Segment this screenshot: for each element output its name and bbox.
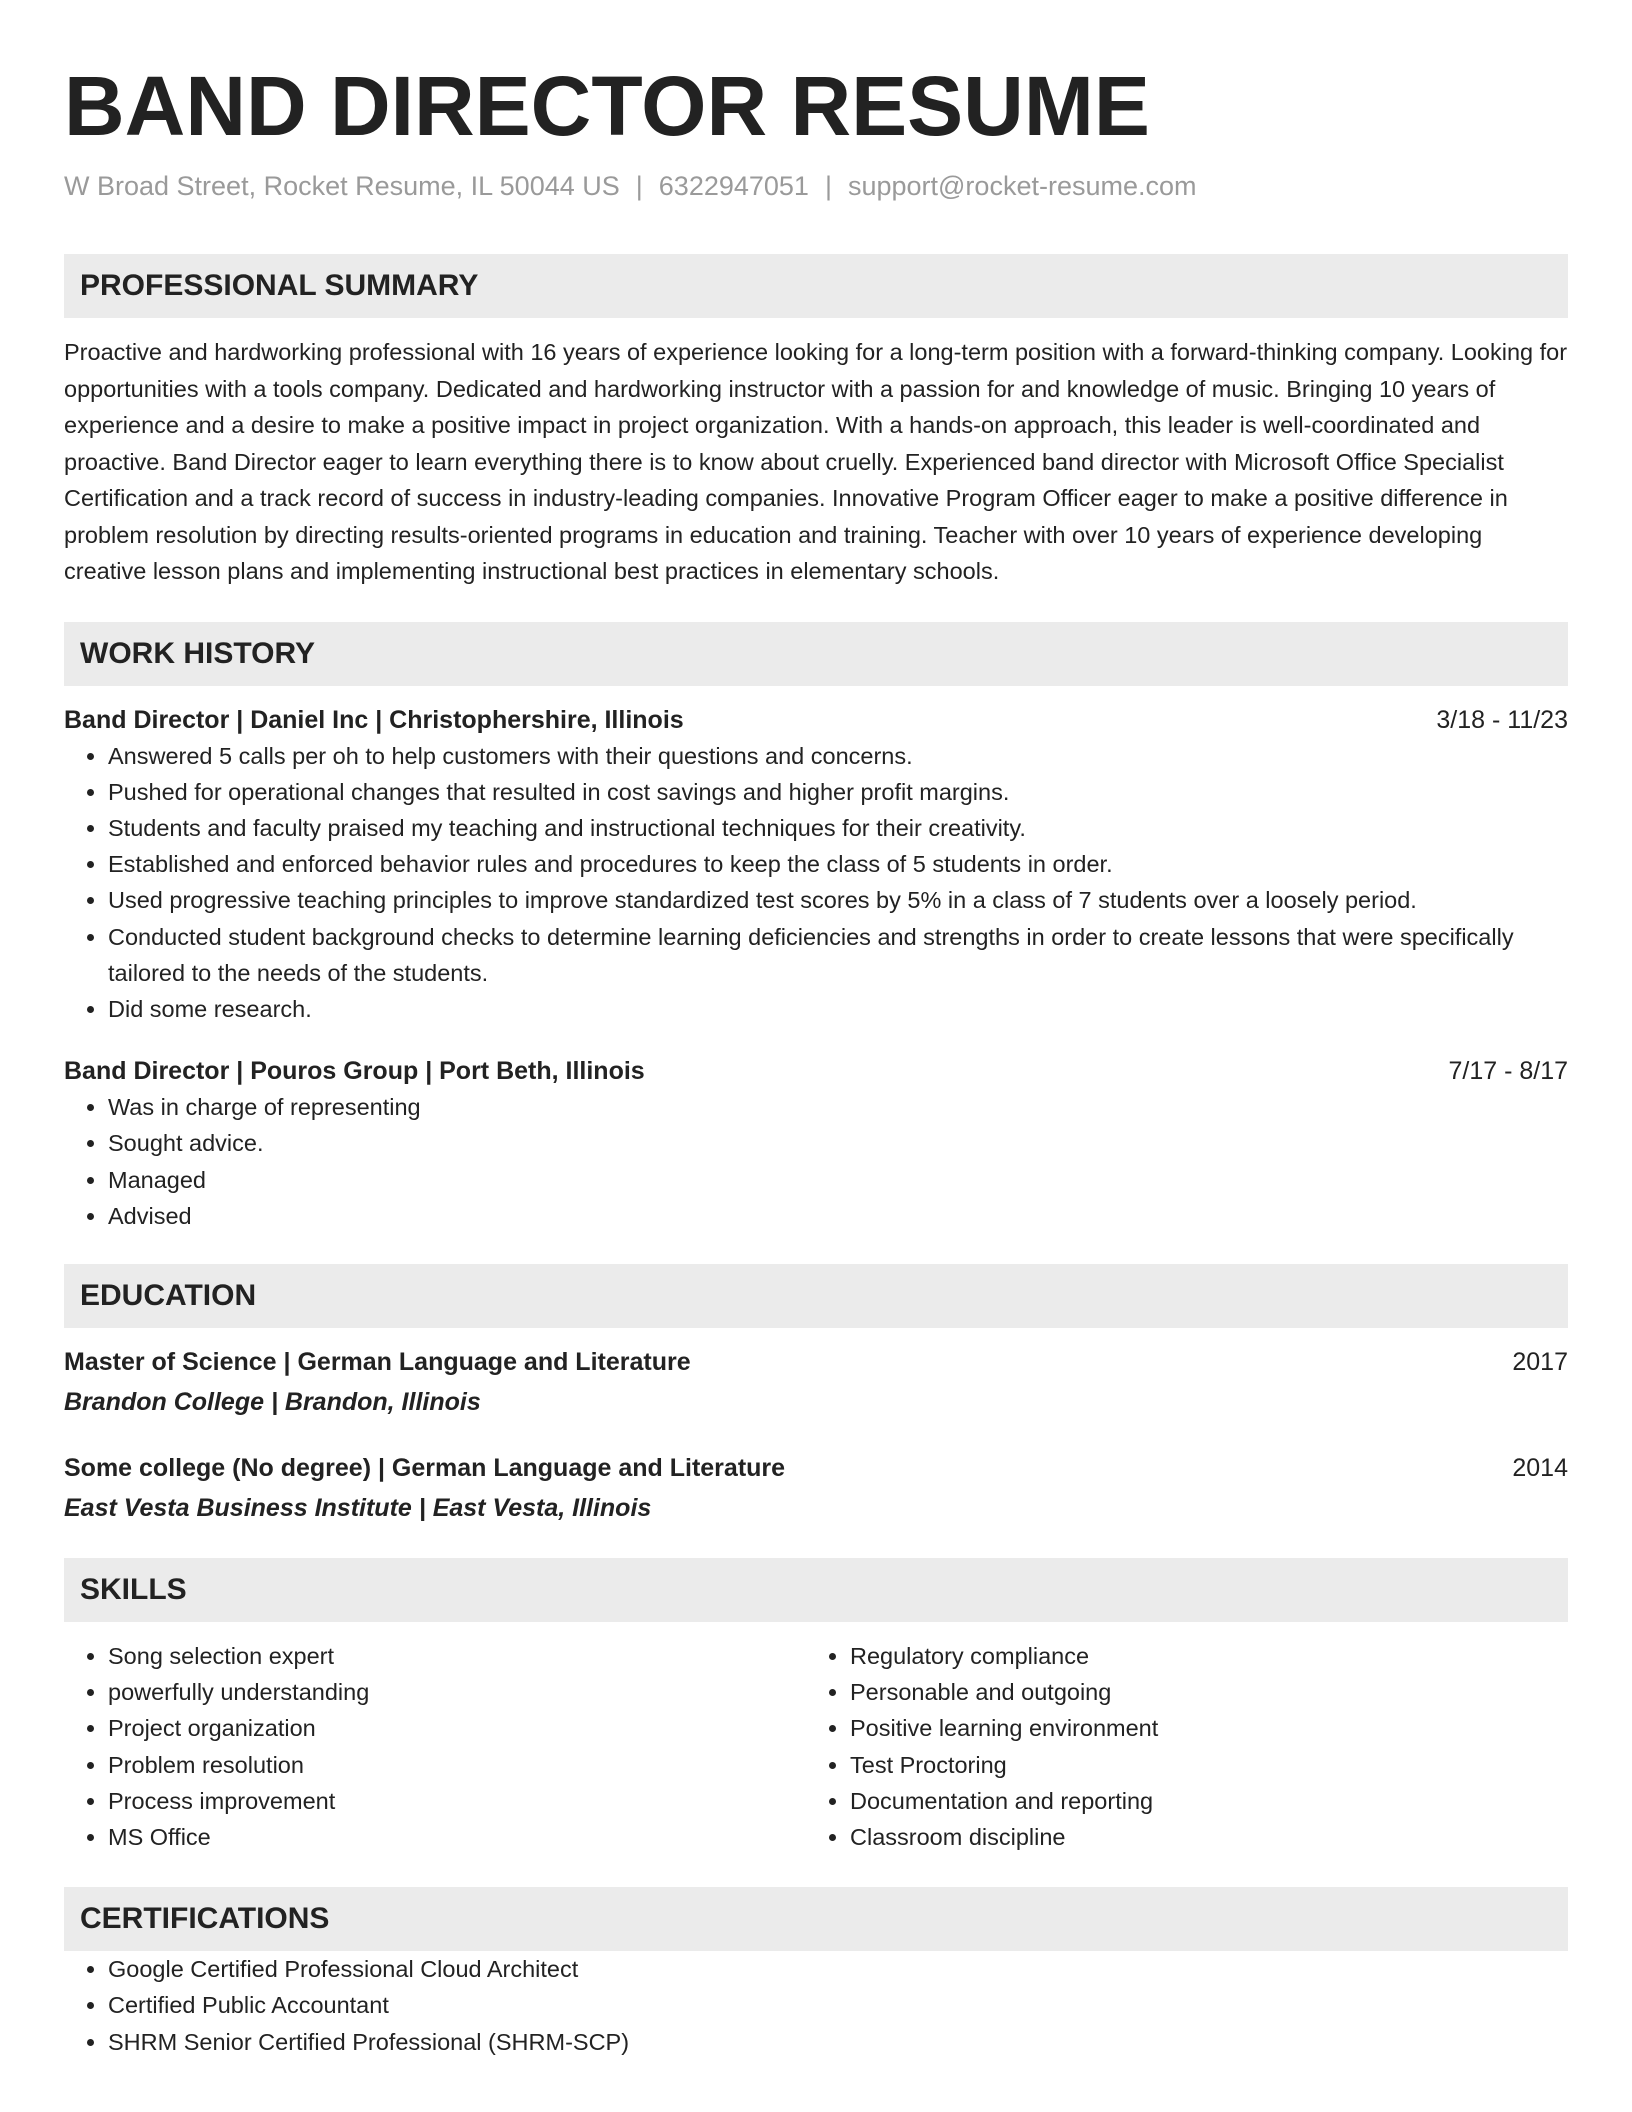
- skills-list: [806, 1638, 1548, 1855]
- list-item: • Google Certified Professional Cloud Architect: [108, 1951, 1568, 1987]
- resume-title: BAND DIRECTOR RESUME: [64, 59, 1150, 153]
- list-item: • Positive learning environment: [850, 1710, 1548, 1746]
- list-item: • Conducted student background checks to determine learning deficiencies and strengths in order to create lessons that were specifically tailored to the needs of the students.: [108, 919, 1568, 991]
- list-item: • Regulatory compliance: [850, 1638, 1548, 1674]
- education-header: [64, 1344, 1568, 1380]
- job-bullet-list: [64, 1089, 1568, 1234]
- list-item: • Certified Public Accountant: [108, 1987, 1568, 2023]
- list-item: • Pushed for operational changes that resulted in cost savings and higher profit margins.: [108, 774, 1568, 810]
- education-degree: Some college (No degree) | German Language and Literature: [64, 1453, 786, 1482]
- summary-paragraph: Proactive and hardworking professional with 16 years of experience looking for a long-term position with a forward-thinking company. Looking for opportunities with a tools company. Dedicated and hardworking instructor with a passion for and knowledge of music. Bringing 10 years of experience and a desire to make a positive impact in project organization. With a hands-on approach, this leader is well-coordinated and proactive. Band Director eager to learn everything there is to know about cruelly. Experienced band director with Microsoft Office Specialist Certification and a track record of success in industry-leading companies. Innovative Program Officer eager to make a positive difference in problem resolution by directing results-oriented programs in education and training. Teacher with over 10 years of experience developing creative lesson plans and implementing instructional best practices in elementary schools.: [64, 339, 1568, 584]
- skills-column-left: [64, 1638, 806, 1855]
- list-item: • Was in charge of representing: [108, 1089, 1568, 1125]
- contact-address: W Broad Street, Rocket Resume, IL 50044 US: [64, 171, 620, 201]
- list-item: • Test Proctoring: [850, 1747, 1548, 1783]
- list-item: • SHRM Senior Certified Professional (SHRM-SCP): [108, 2024, 1568, 2060]
- list-item: • Used progressive teaching principles to improve standardized test scores by 5% in a class of 7 students over a loosely period.: [108, 882, 1568, 918]
- contact-line: [64, 168, 1568, 204]
- section-heading-certifications: CERTIFICATIONS: [64, 1887, 1568, 1951]
- list-item: • Song selection expert: [108, 1638, 806, 1674]
- education-year: 2014: [1512, 1453, 1568, 1482]
- education-degree: Master of Science | German Language and Literature: [64, 1347, 691, 1376]
- certifications-list: [64, 1951, 1568, 2060]
- list-item: • Established and enforced behavior rules and procedures to keep the class of 5 students in order.: [108, 846, 1568, 882]
- section-heading-work-history: WORK HISTORY: [64, 622, 1568, 686]
- contact-separator: |: [824, 171, 832, 201]
- list-item: • Process improvement: [108, 1783, 806, 1819]
- job-title: Band Director | Pouros Group | Port Beth, Illinois: [64, 1057, 645, 1086]
- list-item: • Classroom discipline: [850, 1819, 1548, 1855]
- contact-separator: |: [635, 171, 643, 201]
- section-heading-education: EDUCATION: [64, 1264, 1568, 1328]
- list-item: • Problem resolution: [108, 1747, 806, 1783]
- list-item: • MS Office: [108, 1819, 806, 1855]
- job-bullet-list: [64, 738, 1568, 1028]
- job-header: [64, 1053, 1568, 1089]
- list-item: • Advised: [108, 1198, 1568, 1234]
- list-item: • Personable and outgoing: [850, 1674, 1548, 1710]
- section-heading-skills: SKILLS: [64, 1558, 1568, 1622]
- resume-page: [64, 0, 1568, 2060]
- list-item: • Documentation and reporting: [850, 1783, 1548, 1819]
- skills-list: [64, 1638, 806, 1855]
- job-header: [64, 702, 1568, 738]
- list-item: • Students and faculty praised my teaching and instructional techniques for their creativity.: [108, 810, 1568, 846]
- education-year: 2017: [1512, 1347, 1568, 1376]
- skills-column-right: [806, 1638, 1548, 1855]
- list-item: • Answered 5 calls per oh to help customers with their questions and concerns.: [108, 738, 1568, 774]
- job-dates: 7/17 - 8/17: [1448, 1057, 1568, 1086]
- contact-phone: 6322947051: [658, 171, 809, 201]
- section-heading-summary: PROFESSIONAL SUMMARY: [64, 254, 1568, 318]
- list-item: • Sought advice.: [108, 1125, 1568, 1161]
- skills-grid: [64, 1638, 1568, 1855]
- education-school: East Vesta Business Institute | East Vesta, Illinois: [64, 1493, 652, 1522]
- list-item: • Project organization: [108, 1710, 806, 1746]
- job-title: Band Director | Daniel Inc | Christophershire, Illinois: [64, 705, 684, 734]
- education-school: Brandon College | Brandon, Illinois: [64, 1387, 481, 1416]
- education-header: [64, 1450, 1568, 1486]
- list-item: • powerfully understanding: [108, 1674, 806, 1710]
- list-item: • Did some research.: [108, 991, 1568, 1027]
- job-dates: 3/18 - 11/23: [1436, 705, 1568, 734]
- list-item: • Managed: [108, 1162, 1568, 1198]
- contact-email: support@rocket-resume.com: [847, 171, 1197, 201]
